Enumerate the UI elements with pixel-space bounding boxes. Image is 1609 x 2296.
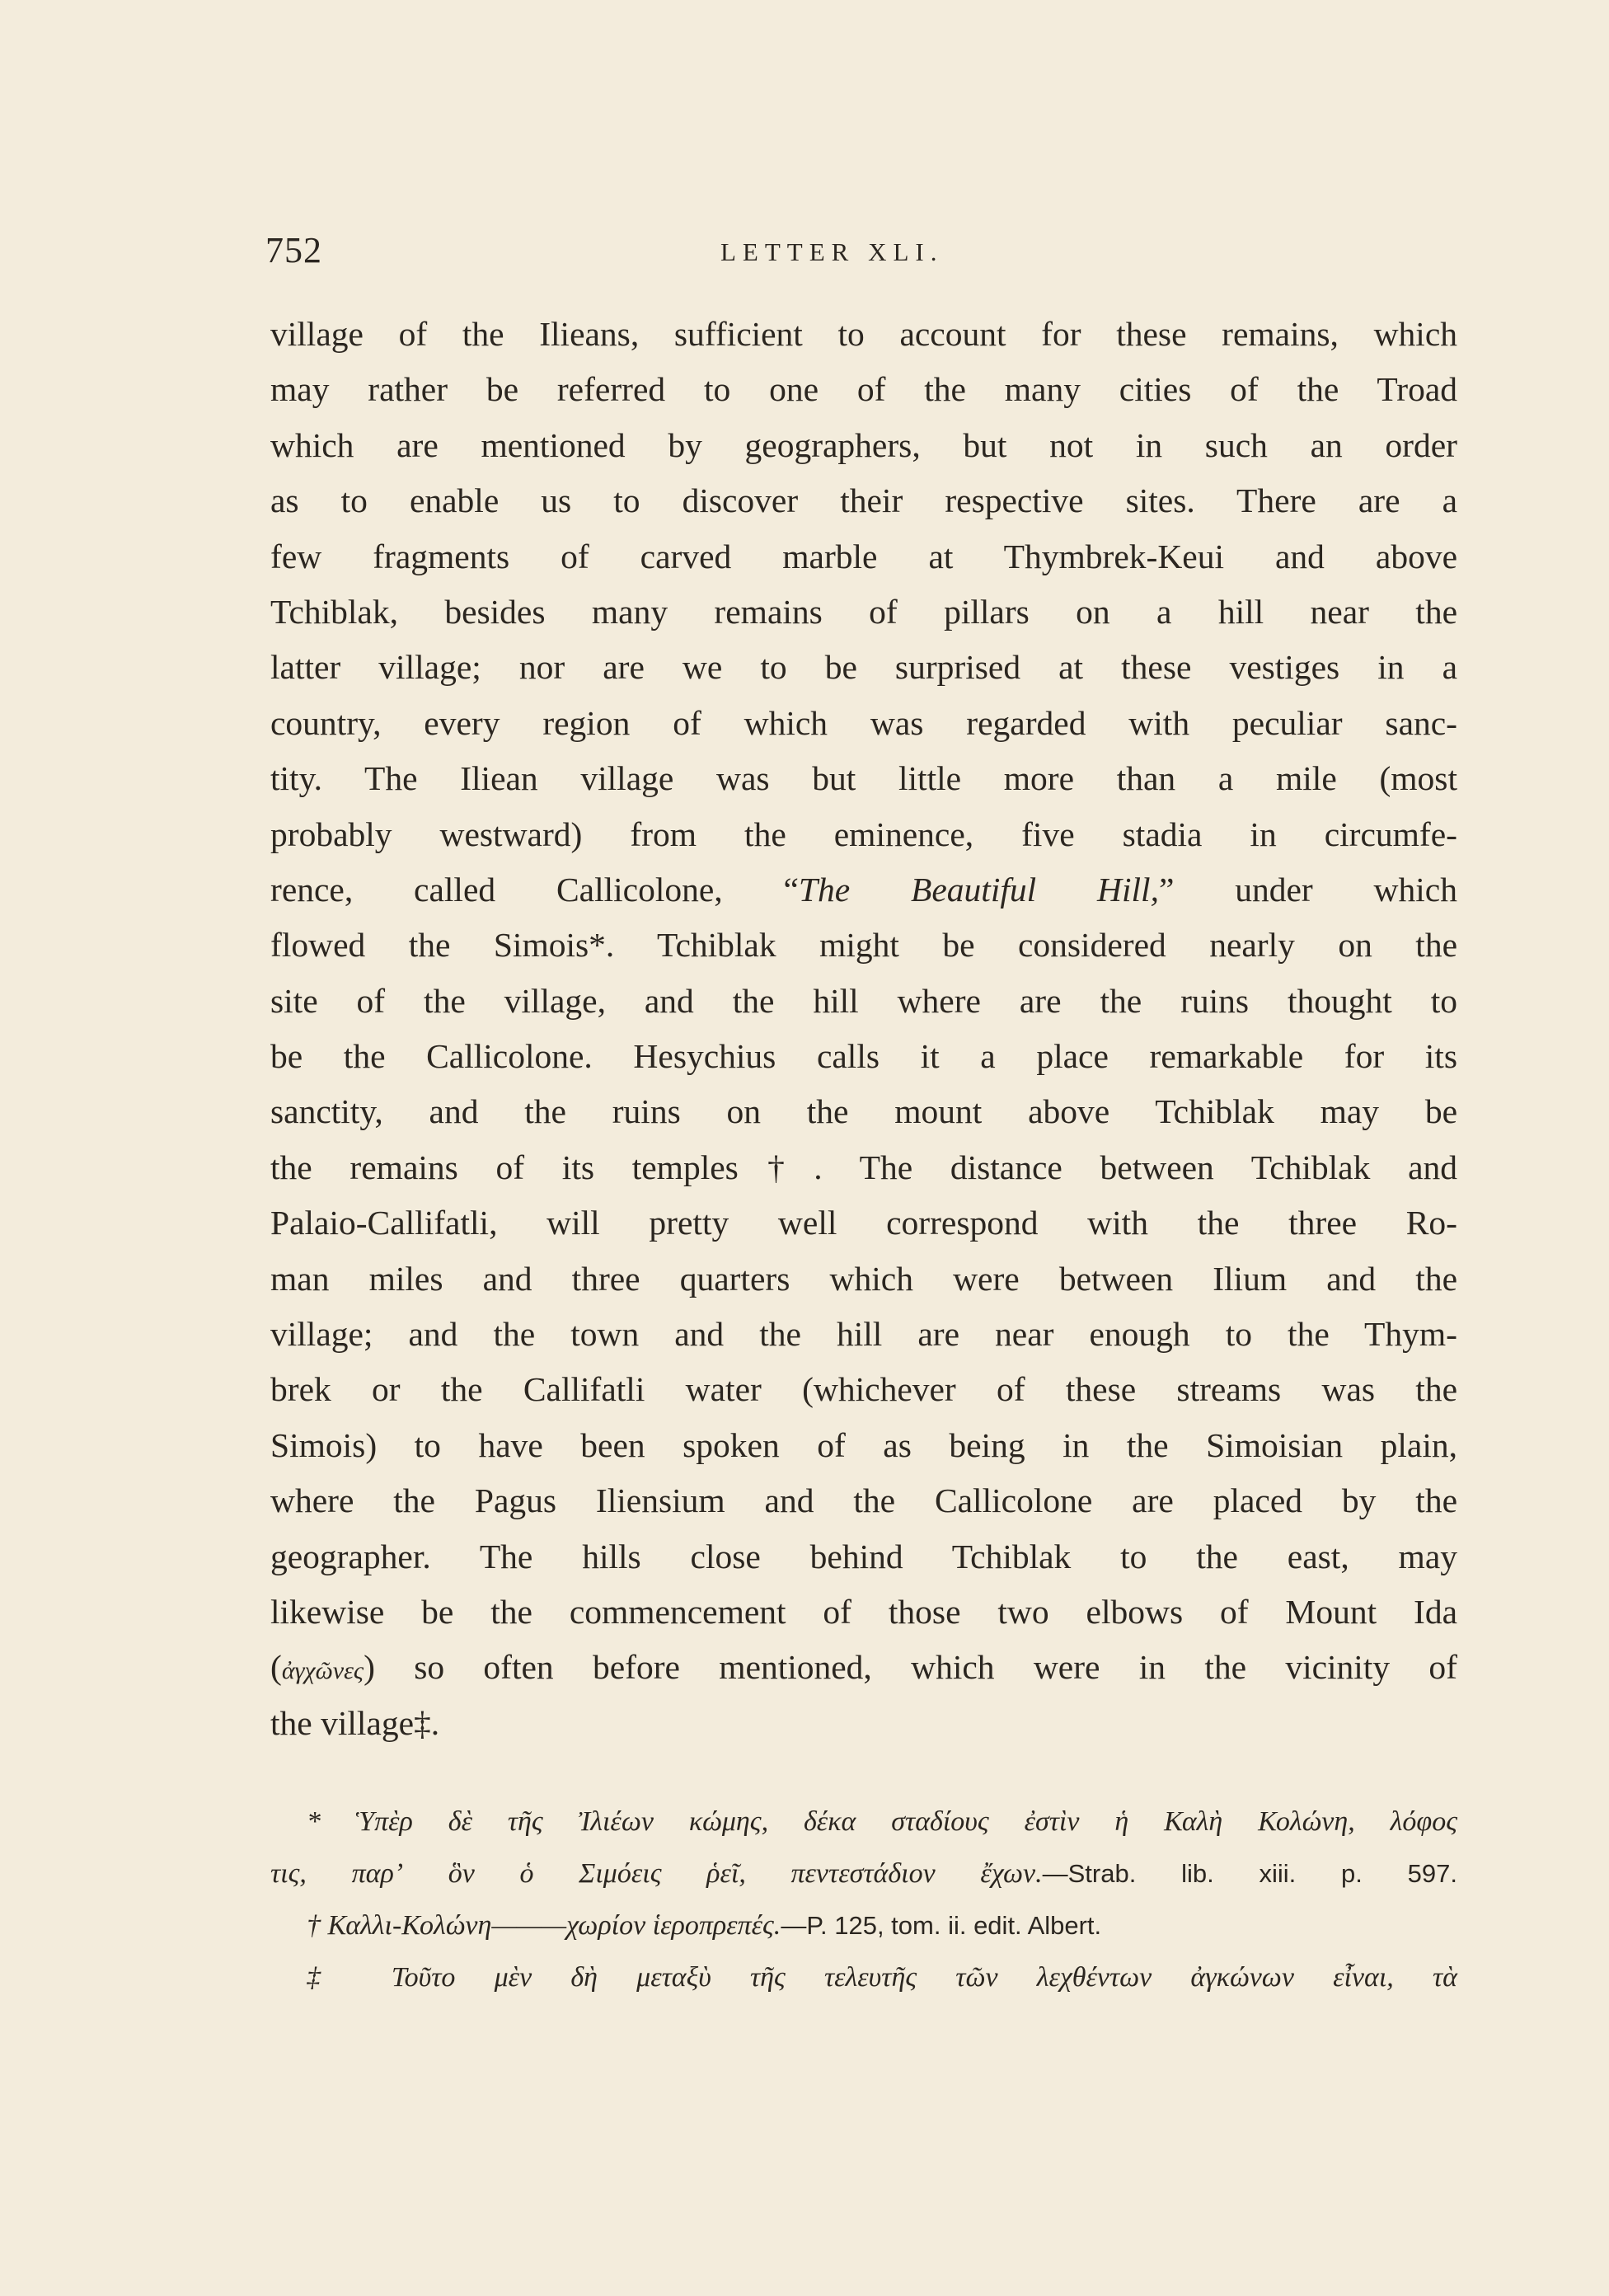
italic-phrase: The Beautiful Hill, xyxy=(798,870,1159,909)
text-line: likewise be the commencement of those two elbows of Mount Ida xyxy=(270,1592,1457,1631)
text-line: Tchiblak, besides many remains of pillars on a hill near the xyxy=(270,592,1457,631)
page-header xyxy=(265,229,1452,279)
text-segment: ” under which xyxy=(1158,870,1457,909)
text-segment: ( xyxy=(270,1648,282,1687)
body-text xyxy=(270,307,1457,1751)
text-line: flowed the Simois*. Tchiblak might be considered nearly on the xyxy=(270,926,1457,965)
footnote-citation: —P. 125, tom. ii. edit. Albert. xyxy=(781,1911,1102,1940)
greek-word: ἀγχῶνες xyxy=(281,1657,364,1685)
text-line xyxy=(270,862,1457,918)
text-line: probably westward) from the eminence, five stadia in circumfe- xyxy=(270,815,1457,853)
text-line: geographer. The hills close behind Tchiblak to the east, may xyxy=(270,1537,1457,1575)
text-line: site of the village, and the hill where are the ruins thought to xyxy=(270,981,1457,1020)
text-line: few fragments of carved marble at Thymbrek-Keui and above xyxy=(270,537,1457,575)
text-line: tity. The Iliean village was but little more than a mile (most xyxy=(270,759,1457,798)
text-line: which are mentioned by geographers, but not in such an order xyxy=(270,425,1457,464)
text-line: brek or the Callifatli water (whichever of these streams was the xyxy=(270,1370,1457,1409)
text-line: village; and the town and the hill are near enough to the Thym- xyxy=(270,1315,1457,1354)
text-line: sanctity, and the ruins on the mount above Tchiblak may be xyxy=(270,1092,1457,1131)
footnote-greek: ‡ Τοῦτο μὲν δὴ μεταξὺ τῆς τελευτῆς τῶν λεχθέντων ἀγκώνων εἶναι, τὰ xyxy=(307,1962,1457,1993)
text-line xyxy=(270,1640,1457,1695)
footnotes xyxy=(270,1796,1457,2003)
footnote-greek: * Ὑπὲρ δὲ τῆς Ἰλιέων κώμης, δέκα σταδίους ἐστὶν ἡ Καλὴ Κολώνη, λόφος xyxy=(307,1806,1457,1837)
text-line: latter village; nor are we to be surprised at these vestiges in a xyxy=(270,648,1457,687)
running-head: LETTER XLI. xyxy=(720,237,944,266)
footnote-greek: τις, παρʼ ὃν ὁ Σιμόεις ῥεῖ, πεντεστάδιον ἔχων. xyxy=(270,1858,1043,1889)
footnote-line xyxy=(270,1899,1457,1951)
page-number: 752 xyxy=(265,230,322,270)
text-line: where the Pagus Iliensium and the Callicolone are placed by the xyxy=(270,1481,1457,1520)
footnote-greek: † Καλλι-Κολώνη———χωρίον ἱεροπρεπές. xyxy=(307,1910,781,1941)
text-segment: rence, called Callicolone, “ xyxy=(270,870,799,909)
text-line: man miles and three quarters which were between Ilium and the xyxy=(270,1259,1457,1298)
text-line: Palaio-Callifatli, will pretty well correspond with the three Ro- xyxy=(270,1204,1457,1242)
text-line: may rather be referred to one of the many cities of the Troad xyxy=(270,370,1457,409)
text-line: country, every region of which was regarded with peculiar sanc- xyxy=(270,703,1457,742)
text-line: Simois) to have been spoken of as being in the Simoisian plain, xyxy=(270,1425,1457,1464)
footnote-citation: —Strab. lib. xiii. p. 597. xyxy=(1042,1859,1457,1888)
footnote-line xyxy=(270,1796,1457,1848)
footnote-line xyxy=(270,1951,1457,2003)
text-line: be the Callicolone. Hesychius calls it a place remarkable for its xyxy=(270,1037,1457,1076)
text-line: as to enable us to discover their respective sites. There are a xyxy=(270,481,1457,520)
text-segment: ) so often before mentioned, which were in the vicinity of xyxy=(364,1648,1457,1687)
text-line: the remains of its temples†. The distance between Tchiblak and xyxy=(270,1148,1457,1186)
text-line: the village‡. xyxy=(270,1703,440,1742)
text-line: village of the Ilieans, sufficient to account for these remains, which xyxy=(270,315,1457,353)
footnote-line xyxy=(270,1848,1457,1899)
